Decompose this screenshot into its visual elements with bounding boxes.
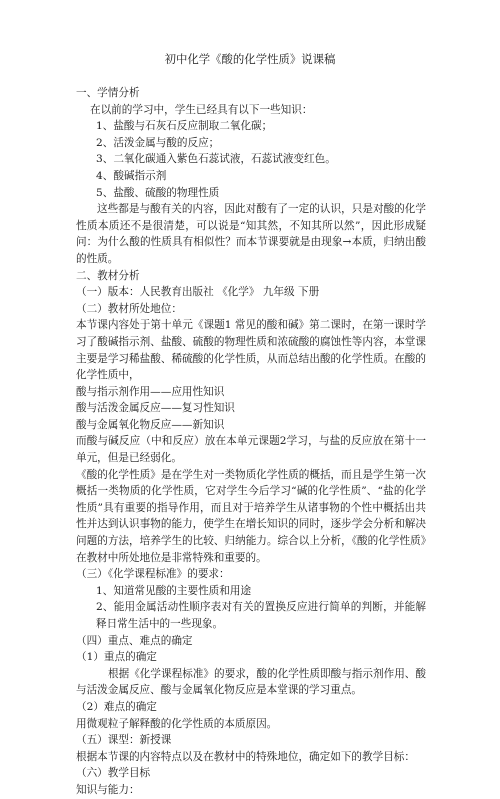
- key-point-paragraph: 根据《化学课程标准》的要求，酸的化学性质即酸与指示剂作用、酸与活泼金属反应、酸与金属氧化物反应是本堂课的学习重点。: [76, 667, 426, 697]
- learner-analysis-paragraph: 这些都是与酸有关的内容，因此对酸有了一定的认识，只是对酸的化学性质本质还不是很清楚，可以说是“知其然，不知其所以然”，因此形成疑问：为什么酸的性质具有相似性？而本节课要就是由现象→本质，归纳出酸的性质。: [76, 203, 426, 265]
- textbook-position-paragraph: 本节课内容处于第十单元《课题1 常见的酸和碱》第二课时，在第一课时学习了酸碱指示剂、盐酸、硫酸的物理性质和浓硫酸的腐蚀性等内容，本堂课主要是学习稀盐酸、稀硫酸的化学性质，从而总结出酸的化学性质。在酸的化学性质中，: [76, 319, 426, 382]
- lesson-role-paragraph: 《酸的化学性质》是在学生对一类物质化学性质的概括，而且是学生第一次概括一类物质的化学性质，它对学生今后学习“碱的化学性质”、“盐的化学性质”具有重要的指导作用，而且对于培养学生从诸事物的个性中概括出共性并达到认识事物的能力，使学生在增长知识的同时，逐步学会分析和解决问题的方法，培养学生的比较、归纳能力。综合以上分析，《酸的化学性质》在教材中所处地位是非常特殊和重要的。: [76, 468, 426, 564]
- section-heading-textbook-analysis: 二、教材分析: [76, 269, 140, 282]
- prior-knowledge-item: 4、酸碱指示剂: [96, 169, 167, 182]
- curriculum-standard-item: 2、能用金属活动性顺序表对有关的置换反应进行简单的判断，并能解释日常生活中的一些现象。: [96, 601, 426, 630]
- neutralization-paragraph: 而酸与碱反应（中和反应）放在本单元课题2学习，与盐的反应放在第十一单元，但是已经弱化。: [76, 435, 426, 465]
- teaching-goal-heading: （六）教学目标: [76, 767, 151, 780]
- lesson-type: （五）课型：新授课: [76, 734, 172, 747]
- prior-knowledge-item: 5、盐酸、硫酸的物理性质: [96, 186, 220, 199]
- key-points-heading: （四）重点、难点的确定: [76, 634, 193, 647]
- learner-intro: 在以前的学习中，学生已经具有以下一些知识：: [90, 103, 313, 116]
- textbook-version: （一）版本：人民教育出版社 《化学》 九年级 下册: [76, 286, 320, 299]
- document-title: 初中化学《酸的化学性质》说课稿: [164, 52, 336, 66]
- prior-knowledge-item: 3、二氧化碳通入紫色石蕊试液，石蕊试液变红色。: [96, 153, 336, 166]
- curriculum-standard-item: 1、知道常见酸的主要性质和用途: [96, 584, 252, 597]
- teaching-goal-intro: 根据本节课的内容特点以及在教材中的特殊地位，确定如下的教学目标：: [76, 750, 415, 763]
- knowledge-ability-subheading: 知识与能力：: [76, 783, 140, 796]
- knowledge-type-line: 酸与指示剂作用——应用性知识: [76, 385, 225, 398]
- section-heading-learner-analysis: 一、学情分析: [76, 87, 140, 99]
- prior-knowledge-item: 2、活泼金属与酸的反应；: [96, 136, 220, 149]
- difficulty-paragraph: 用微观粒子解释酸的化学性质的本质原因。: [76, 717, 278, 730]
- prior-knowledge-item: 1、盐酸与石灰石反应制取二氧化碳；: [96, 120, 273, 133]
- knowledge-type-line: 酸与金属氧化物反应——新知识: [76, 418, 225, 431]
- knowledge-type-line: 酸与活泼金属反应——复习性知识: [76, 402, 235, 415]
- document-body: [76, 85, 426, 799]
- textbook-position-heading: （二）教材所处地位：: [76, 302, 182, 315]
- difficulty-subheading: （2）难点的确定: [76, 700, 157, 713]
- curriculum-standard-heading: （三）《化学课程标准》的要求：: [76, 568, 230, 581]
- key-point-subheading: （1）重点的确定: [76, 651, 157, 664]
